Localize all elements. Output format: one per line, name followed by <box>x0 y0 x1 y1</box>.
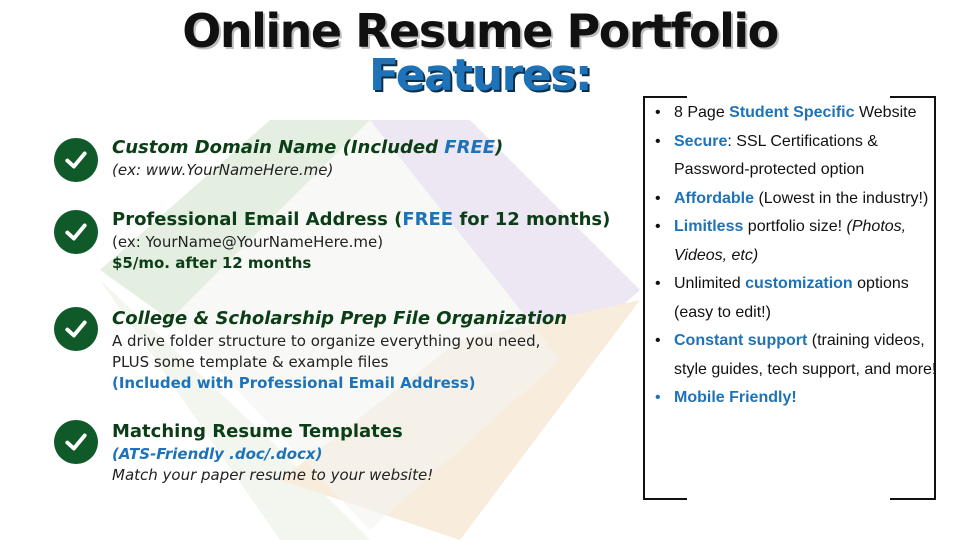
feature-example: (ex: www.YourNameHere.me) <box>112 161 334 179</box>
page-title: Online Resume Portfolio <box>182 4 778 58</box>
benefits-list <box>655 99 937 413</box>
feature-heading: Custom Domain Name (Included FREE) <box>112 137 504 158</box>
benefit-item: • 8 Page Student Specific Website <box>655 99 937 128</box>
feature-example: (ex: YourName@YourNameHere.me) <box>112 233 384 251</box>
benefit-item: • Constant support (training videos, style guides, tech support, and more! <box>655 327 937 384</box>
feature-included-note: (Included with Professional Email Address) <box>112 374 476 392</box>
check-circle-icon <box>54 138 98 182</box>
feature-heading: College & Scholarship Prep File Organization <box>112 308 568 329</box>
feature-price-note: $5/mo. after 12 months <box>112 254 312 272</box>
benefit-item: • Mobile Friendly! <box>655 384 937 413</box>
page-subtitle: Features: <box>369 50 591 101</box>
benefit-item: • Secure: SSL Certifications & Password-protected option <box>655 128 937 185</box>
feature-heading: Professional Email Address (FREE for 12 months) <box>112 209 611 230</box>
feature-description-2: PLUS some template & example files <box>112 353 389 371</box>
feature-format-note: (ATS-Friendly .doc/.docx) <box>112 445 323 463</box>
check-circle-icon <box>54 307 98 351</box>
feature-heading: Matching Resume Templates <box>112 421 403 442</box>
feature-description: Match your paper resume to your website! <box>112 466 434 484</box>
benefit-item: • Affordable (Lowest in the industry!) <box>655 185 937 214</box>
check-circle-icon <box>54 210 98 254</box>
feature-description: A drive folder structure to organize everything you need, <box>112 332 541 350</box>
check-circle-icon <box>54 420 98 464</box>
benefit-item: • Limitless portfolio size! (Photos, Videos, etc) <box>655 213 937 270</box>
benefit-item: • Unlimited customization options (easy to edit!) <box>655 270 937 327</box>
